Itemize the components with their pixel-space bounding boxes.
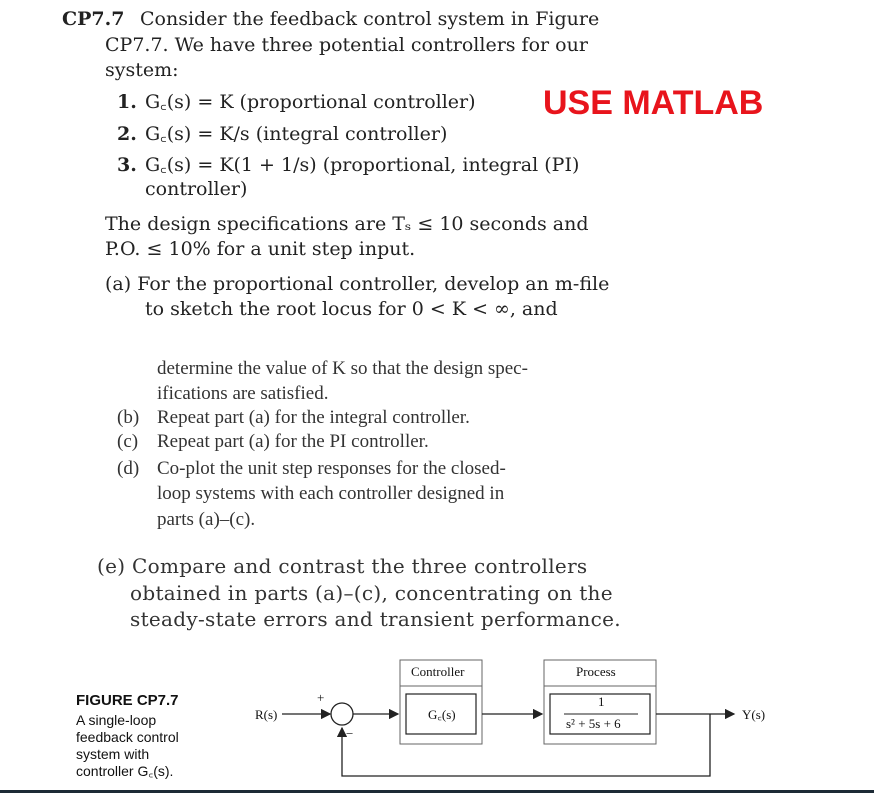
minus-sign: −: [346, 726, 354, 741]
part-e-line-1: (e) Compare and contrast the three controllers: [97, 554, 588, 578]
plus-sign: +: [317, 690, 325, 705]
controller-3-cont: controller): [145, 178, 248, 200]
controller-2-text: G꜀(s) = K/s (integral controller): [145, 123, 448, 145]
feedback-path: [342, 714, 710, 776]
part-d-line-3: parts (a)–(c).: [157, 509, 256, 530]
part-c-text: Repeat part (a) for the PI controller.: [157, 431, 429, 452]
controller-1-num: 1.: [117, 91, 137, 113]
output-label: Y(s): [742, 707, 766, 722]
part-d-line-1: Co-plot the unit step responses for the closed-: [157, 458, 506, 479]
controller-block-label: G꜀(s): [428, 707, 456, 722]
controller-title: Controller: [411, 664, 465, 679]
intro-line-1: Consider the feedback control system in Figure: [140, 8, 600, 30]
part-a-cont-1: determine the value of K so that the design spec-: [157, 358, 528, 379]
specs-line-1: The design specifications are Tₛ ≤ 10 seconds and: [105, 213, 589, 235]
controller-3-text: G꜀(s) = K(1 + 1/s) (proportional, integral (PI): [145, 154, 580, 176]
caption-line-1: A single-loop: [76, 712, 157, 728]
part-a-line-2: to sketch the root locus for 0 < K < ∞, and: [145, 298, 558, 320]
input-label: R(s): [255, 707, 278, 722]
intro-line-3: system:: [105, 59, 179, 81]
process-denominator: s² + 5s + 6: [566, 716, 621, 731]
part-b-text: Repeat part (a) for the integral controller.: [157, 407, 470, 428]
caption-line-2: feedback control: [76, 729, 179, 745]
figure-title: FIGURE CP7.7: [76, 692, 179, 709]
part-e-line-3: steady-state errors and transient performance.: [130, 607, 621, 631]
part-d-line-2: loop systems with each controller designed in: [157, 483, 505, 504]
problem-number: CP7.7: [62, 8, 125, 30]
controller-3-num: 3.: [117, 154, 137, 176]
caption-line-3: system with: [76, 746, 150, 762]
process-numerator: 1: [598, 694, 605, 709]
process-title: Process: [576, 664, 616, 679]
controller-2-num: 2.: [117, 123, 137, 145]
caption-line-4: controller G꜀(s).: [76, 763, 174, 779]
part-a-cont-2: ifications are satisfied.: [157, 383, 329, 404]
part-b-label: (b): [117, 407, 140, 428]
part-a-line-1: (a) For the proportional controller, develop an m-file: [105, 273, 610, 295]
block-diagram: [240, 650, 800, 790]
part-c-label: (c): [117, 431, 139, 452]
bottom-divider: [0, 790, 874, 793]
part-e-line-2: obtained in parts (a)–(c), concentrating on the: [130, 581, 613, 605]
part-d-label: (d): [117, 458, 140, 479]
intro-line-2: CP7.7. We have three potential controllers for our: [105, 34, 588, 56]
summing-junction: [331, 703, 353, 725]
controller-1-text: G꜀(s) = K (proportional controller): [145, 91, 476, 113]
use-matlab-annotation: USE MATLAB: [543, 84, 764, 122]
specs-line-2: P.O. ≤ 10% for a unit step input.: [105, 238, 416, 260]
